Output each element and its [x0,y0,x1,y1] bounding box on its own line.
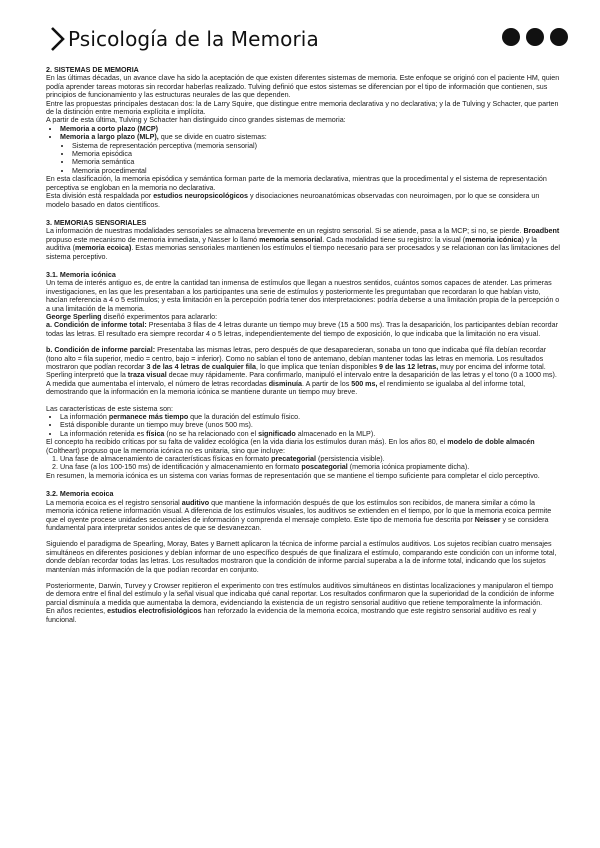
paragraph: b. Condición de informe parcial: Presentaba las mismas letras, pero después de que desaparecieran, sonaba un tono que indicaba qué fila debían recordar (tono alto = fila superior, medio = centro, bajo = inferior). Como no sabían el tono de antemano, debían mantener todas las letras en memoria. Los resultados mostraron que podían recordar 3 de las 4 letras de cualquier fila, lo que implica que tenían disponibles 9 de las 12 letras, muy por encima del informe total. [46,346,547,371]
list-item: • Memoria episódica [72,150,562,158]
paragraph: Posteriormente, Darwin, Turvey y Crowser repitieron el experimento con tres estímulos auditivos simultáneos en distintas localizaciones y manipularon el tiempo de demora entre el final del estímulo y la señal visual que indicaba qué canal reportar. Los resultados confirmaron que la superioridad de la condición de informe parcial disminuía a medida que aumentaba la demora, evidenciando la existencia de un registro sensorial auditivo que retiene temporalmente la información. [46,581,555,607]
section-title: 3. MEMORIAS SENSORIALES [46,218,147,227]
paragraph: El concepto ha recibido críticas por su falta de validez ecológica (en la vida diaria los estímulos duran más). En los años 80, el modelo de doble almacén (Coltheart) propuso que la memoria icónica no es unitaria, sino que incluye: [46,438,535,455]
page-header [48,22,568,56]
list-item: • Memoria semántica [72,158,562,166]
subsection-title: 3.1. Memoria icónica [46,270,116,279]
section-title: 2. SISTEMAS DE MEMORIA [46,66,139,74]
subsection-title: 3.2. Memoria ecoica [46,490,114,499]
paragraph: En años recientes, estudios electrofisiológicos han reforzado la evidencia de la memoria ecoica, mostrando que este registro sensorial auditivo es real y funcional. [46,607,537,624]
phases-list [46,455,562,472]
sub-list [60,142,562,176]
paragraph: Esta división está respaldada por estudios neuropsicológicos y disociaciones neuroanatómicas observadas con neuroimagen, por lo que se considera un modelo basado en datos científicos. [46,192,540,209]
document-title: Psicología de la Memoria [68,27,319,51]
list-item: • Memoria a largo plazo (MLP), que se divide en cuatro sistemas: • Sistema de representación perceptiva (memoria sensorial) • Memoria episódica • Memoria semántica • Memoria procedimental [60,133,562,175]
document-body [46,66,562,624]
dot [502,28,520,46]
paragraph: La información de nuestras modalidades sensoriales se almacena brevemente en un registro sensorial. Si se atiende, pasa a la MCP; si no, se pierde. Broadbent propuso este mecanismo de memoria inmediata, y Nasser lo llamó memoria sensorial. Cada modalidad tiene su registro: la visual (memoria icónica) y la auditiva (memoria ecoica). Estas memorias sensoriales mantienen los estímulos el tiempo necesario para ser procesados y se relacionan con las limitaciones del sistema perceptivo. [46,227,560,261]
list-item: • La información permanece más tiempo que la duración del estímulo físico. [60,413,562,421]
paragraph: En esta clasificación, la memoria episódica y semántica forman parte de la memoria declarativa, mientras que la procedimental y el sistema de representación perceptiva se engloban en la memoria no declarativa. [46,175,547,192]
list-item: • Sistema de representación perceptiva (memoria sensorial) [72,142,562,150]
paragraph: A partir de esta última, Tulving y Schacter han distinguido cinco grandes sistemas de memoria: [46,116,346,125]
paragraph: Un tema de interés antiguo es, de entre la cantidad tan inmensa de estímulos que llegan a nuestros sentidos, cuántos somos capaces de atender. Las primeras investigaciones, en las que les presentaban a los participantes una serie de estímulos y posteriormente les preguntaban que recordaran lo que habían visto, hacían referencia a 4 o 5 estímulos; y esta limitación en la percepción podría tener dos interpretaciones: podría deberse a una limitación propia de la percepción o a una limitación de la memoria. [46,279,560,313]
paragraph: En resumen, la memoria icónica es un sistema con varias formas de representación que se mantiene el tiempo suficiente para completar el ciclo perceptivo. [46,471,540,480]
paragraph: Siguiendo el paradigma de Spearling, Moray, Bates y Barnett aplicaron la técnica de informe parcial a estímulos auditivos. Los sujetos recibían cuatro mensajes simultáneos en diferentes posiciones y debían informar de uno específico después de que finalizara el estímulo, comparando este condición con un informe total, donde debían recordar todas las letras. Los resultados mostraron que la condición de informe parcial superaba a la de informe total, indicando que los sujetos mantenían más información de la que podían recordar en conjunto. [46,540,557,574]
characteristics-list [46,413,562,438]
paragraph: En las últimas décadas, un avance clave ha sido la aceptación de que existen diferentes sistemas de memoria. Este enfoque se originó con el paciente HM, quien podía aprender tareas motoras sin recordar haberlas realizado. Tulving definió que estos sistemas se diferencian por el tipo de información que contienen, sus principios de funcionamiento y las estructuras neurales de las que dependen. [46,74,560,100]
paragraph: La memoria ecoica es el registro sensorial auditivo que mantiene la información después de que los estímulos son recibidos, de manera similar a cómo la memoria icónica retiene información visual. A diferencia de los estímulos visuales, los auditivos se extienden en el tiempo, por lo que la memoria ecoica permite que el oyente procese unidades secuenciales de información y comprenda el mensaje completo. Este tipo de memoria fue descrita por Neisser y se considera fundamental para interpretar sonidos antes de que se desvanezcan. [46,498,552,532]
paragraph: Entre las propuestas principales destacan dos: la de Larry Squire, que distingue entre memoria declarativa y no declarativa; y la de Tulving y Schacter, que parten de la distinción entre memoria explícita e implícita. [46,99,559,117]
dot [550,28,568,46]
list-item: 2. Una fase (a los 100-150 ms) de identificación y almacenamiento en formato poscategorial (memoria icónica propiamente dicha). [60,463,562,471]
memory-systems-list [46,125,562,175]
list-item: • La información retenida es física (no se ha relacionado con el significado almacenado en la MLP). [60,430,562,438]
three-dots-icon [502,28,568,46]
dot [526,28,544,46]
paragraph: Sperling interpretó que la traza visual decae muy rápidamente. Para confirmarlo, manipuló el intervalo entre la desaparición de las letras y el tono (0 a 1000 ms). A medida que aumentaba el intervalo, el número de letras recordadas disminuía. A partir de los 500 ms, el rendimiento se igualaba al del informe total, demostrando que la información en la memoria icónica se mantiene durante un tiempo muy breve. [46,371,557,397]
paragraph: a. Condición de informe total: Presentaba 3 filas de 4 letras durante un tiempo muy breve (15 a 500 ms). Tras la desaparición, los participantes debían recordar todas las letras. El resultado era siempre recordar 4 o 5 letras, independientemente del tiempo de exposición, lo que indicaba que la limitación no era visual. [46,321,558,338]
paragraph: Las características de este sistema son: [46,404,174,413]
paragraph: George Sperling diseñó experimentos para aclararlo: [46,312,218,321]
list-item: • Está disponible durante un tiempo muy breve (unos 500 ms). [60,421,562,429]
list-item: 1. Una fase de almacenamiento de características físicas en formato precategorial (persistencia visible). [60,455,562,463]
chevron-right-icon [48,26,66,52]
list-item: • Memoria procedimental [72,167,562,175]
list-item: • Memoria a corto plazo (MCP) [60,125,562,133]
